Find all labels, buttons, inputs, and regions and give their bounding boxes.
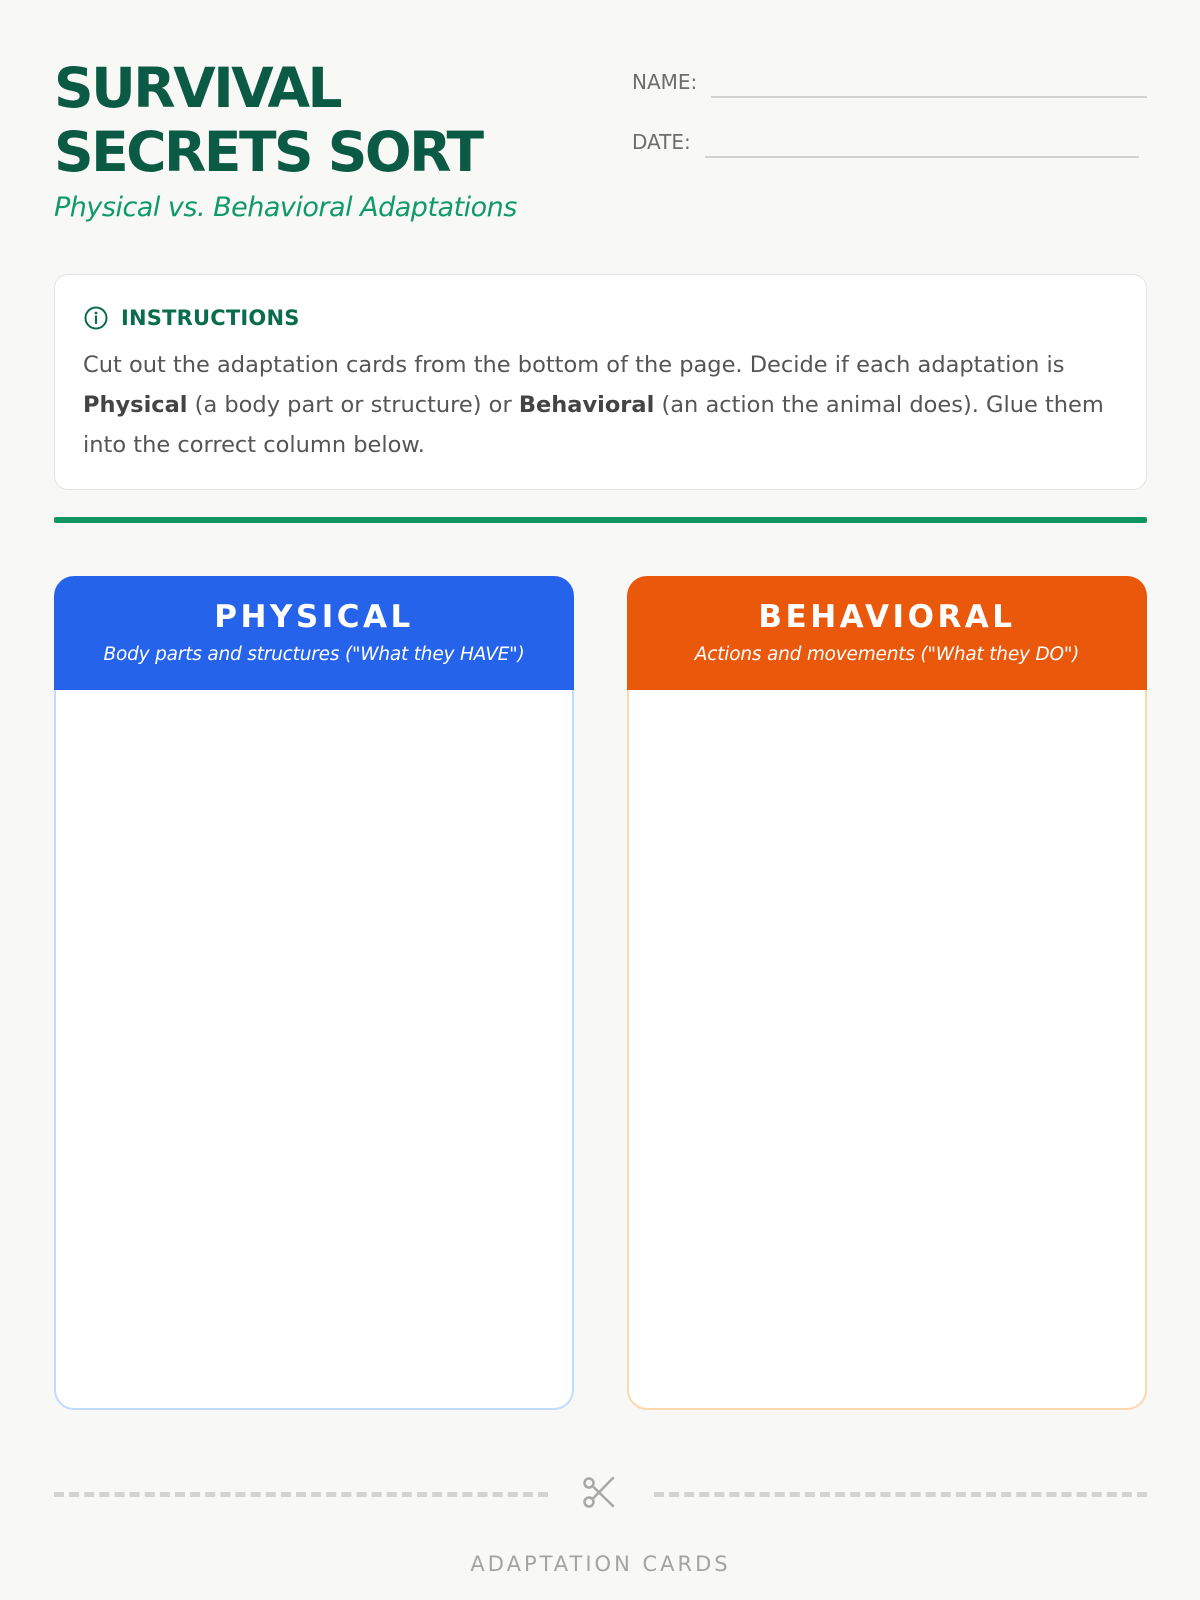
physical-drop-area[interactable]: [54, 690, 574, 1410]
date-field: [632, 118, 1147, 152]
section-divider: [54, 517, 1147, 523]
instructions-text-part-1: Cut out the adaptation cards from the bottom of the page. Decide if each adaptation is: [83, 352, 1065, 378]
page-subtitle: Physical vs. Behavioral Adaptations: [54, 192, 517, 223]
info-circle-icon: [83, 305, 109, 331]
behavioral-column-title: BEHAVIORAL: [758, 599, 1016, 635]
scissors-icon: [580, 1472, 620, 1512]
physical-column-title: PHYSICAL: [214, 599, 414, 635]
date-line[interactable]: [705, 156, 1139, 158]
instructions-text-part-2: (a body part or structure) or: [187, 392, 519, 418]
student-fields: [632, 58, 1147, 178]
instructions-title: INSTRUCTIONS: [121, 306, 300, 330]
title-block: [54, 56, 614, 223]
behavioral-column-subtitle: Actions and movements ("What they DO"): [694, 644, 1080, 665]
name-line[interactable]: [711, 96, 1147, 98]
cut-dash-left: [54, 1492, 548, 1497]
cut-dash-right: [654, 1492, 1147, 1497]
instructions-text: [83, 345, 1118, 465]
name-field: [632, 58, 1147, 92]
instructions-text-part-3: (an action the animal does). Glue them into the correct column below.: [83, 392, 1104, 458]
title-line-1: SURVIVAL: [54, 56, 341, 120]
physical-column: [54, 576, 574, 1410]
behavioral-column-header: [627, 576, 1147, 690]
cut-line: [54, 1472, 1147, 1516]
instructions-box: [54, 274, 1147, 490]
physical-column-subtitle: Body parts and structures ("What they HAVE"): [103, 644, 525, 665]
behavioral-drop-area[interactable]: [627, 690, 1147, 1410]
behavioral-term: Behavioral: [518, 392, 655, 418]
physical-column-header: [54, 576, 574, 690]
title-line-2: SECRETS SORT: [54, 120, 482, 184]
page-title: [54, 56, 614, 184]
adaptation-cards-label: ADAPTATION CARDS: [470, 1552, 731, 1576]
worksheet-page: [54, 0, 1147, 1600]
name-label: NAME:: [632, 70, 698, 94]
physical-term: Physical: [83, 392, 188, 418]
instructions-header: [83, 303, 1118, 333]
date-label: DATE:: [632, 130, 691, 154]
behavioral-column: [627, 576, 1147, 1410]
